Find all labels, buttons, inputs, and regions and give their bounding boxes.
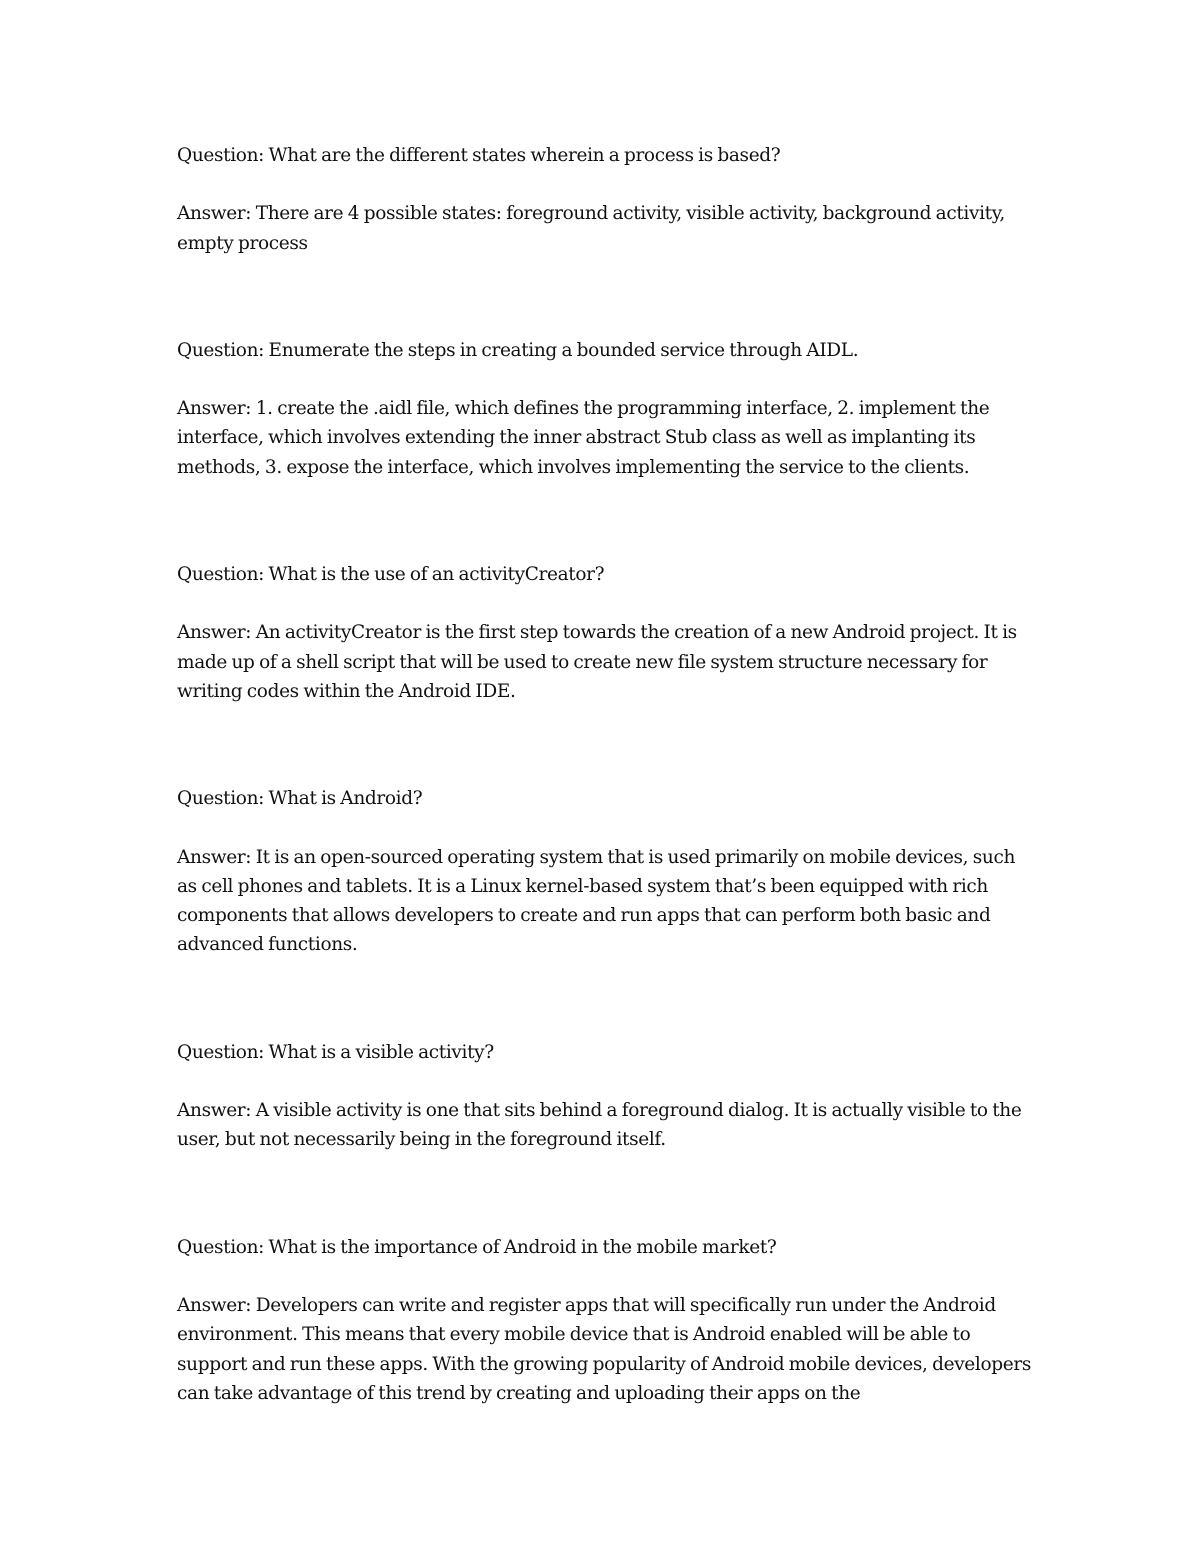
qa-item xyxy=(177,560,1037,706)
question-text: Question: What is the importance of Android in the mobile market? xyxy=(177,1236,777,1258)
qa-item xyxy=(177,1233,1037,1408)
qa-item xyxy=(177,784,1037,959)
answer-text: Answer: A visible activity is one that sits behind a foreground dialog. It is actually visible to the user, but not necessarily being in the foreground itself. xyxy=(177,1100,1022,1151)
answer-text: Answer: Developers can write and register apps that will specifically run under the Android environment. This means that every mobile device that is Android enabled will be able to support and run these apps. With the growing popularity of Android mobile devices, developers can take advantage of this trend by creating and uploading their apps on the xyxy=(177,1294,1031,1404)
answer-text: Answer: There are 4 possible states: foreground activity, visible activity, background activity, empty process xyxy=(177,203,1005,254)
answer-text: Answer: 1. create the .aidl file, which defines the programming interface, 2. implement the interface, which involves extending the inner abstract Stub class as well as implanting its methods, 3. expose the interface, which involves implementing the service to the clients. xyxy=(177,398,990,478)
qa-item xyxy=(177,336,1037,482)
question-text: Question: What are the different states wherein a process is based? xyxy=(177,145,781,166)
qa-item xyxy=(177,1038,1037,1155)
question-text: Question: What is a visible activity? xyxy=(177,1041,494,1063)
question-text: Question: Enumerate the steps in creating a bounded service through AIDL. xyxy=(177,339,859,361)
document-body xyxy=(177,141,1037,1408)
question-text: Question: What is the use of an activityCreator? xyxy=(177,564,605,586)
qa-item xyxy=(177,141,1037,258)
answer-text: Answer: An activityCreator is the first step towards the creation of a new Android project. It is made up of a shell script that will be used to create new file system structure necessary for writing codes within the Android IDE. xyxy=(177,622,1017,702)
question-text: Question: What is Android? xyxy=(177,788,423,810)
answer-text: Answer: It is an open-sourced operating system that is used primarily on mobile devices, such as cell phones and tablets. It is a Linux kernel-based system that’s been equipped with rich components that allows developers to create and run apps that can perform both basic and advanced functions. xyxy=(177,846,1016,956)
